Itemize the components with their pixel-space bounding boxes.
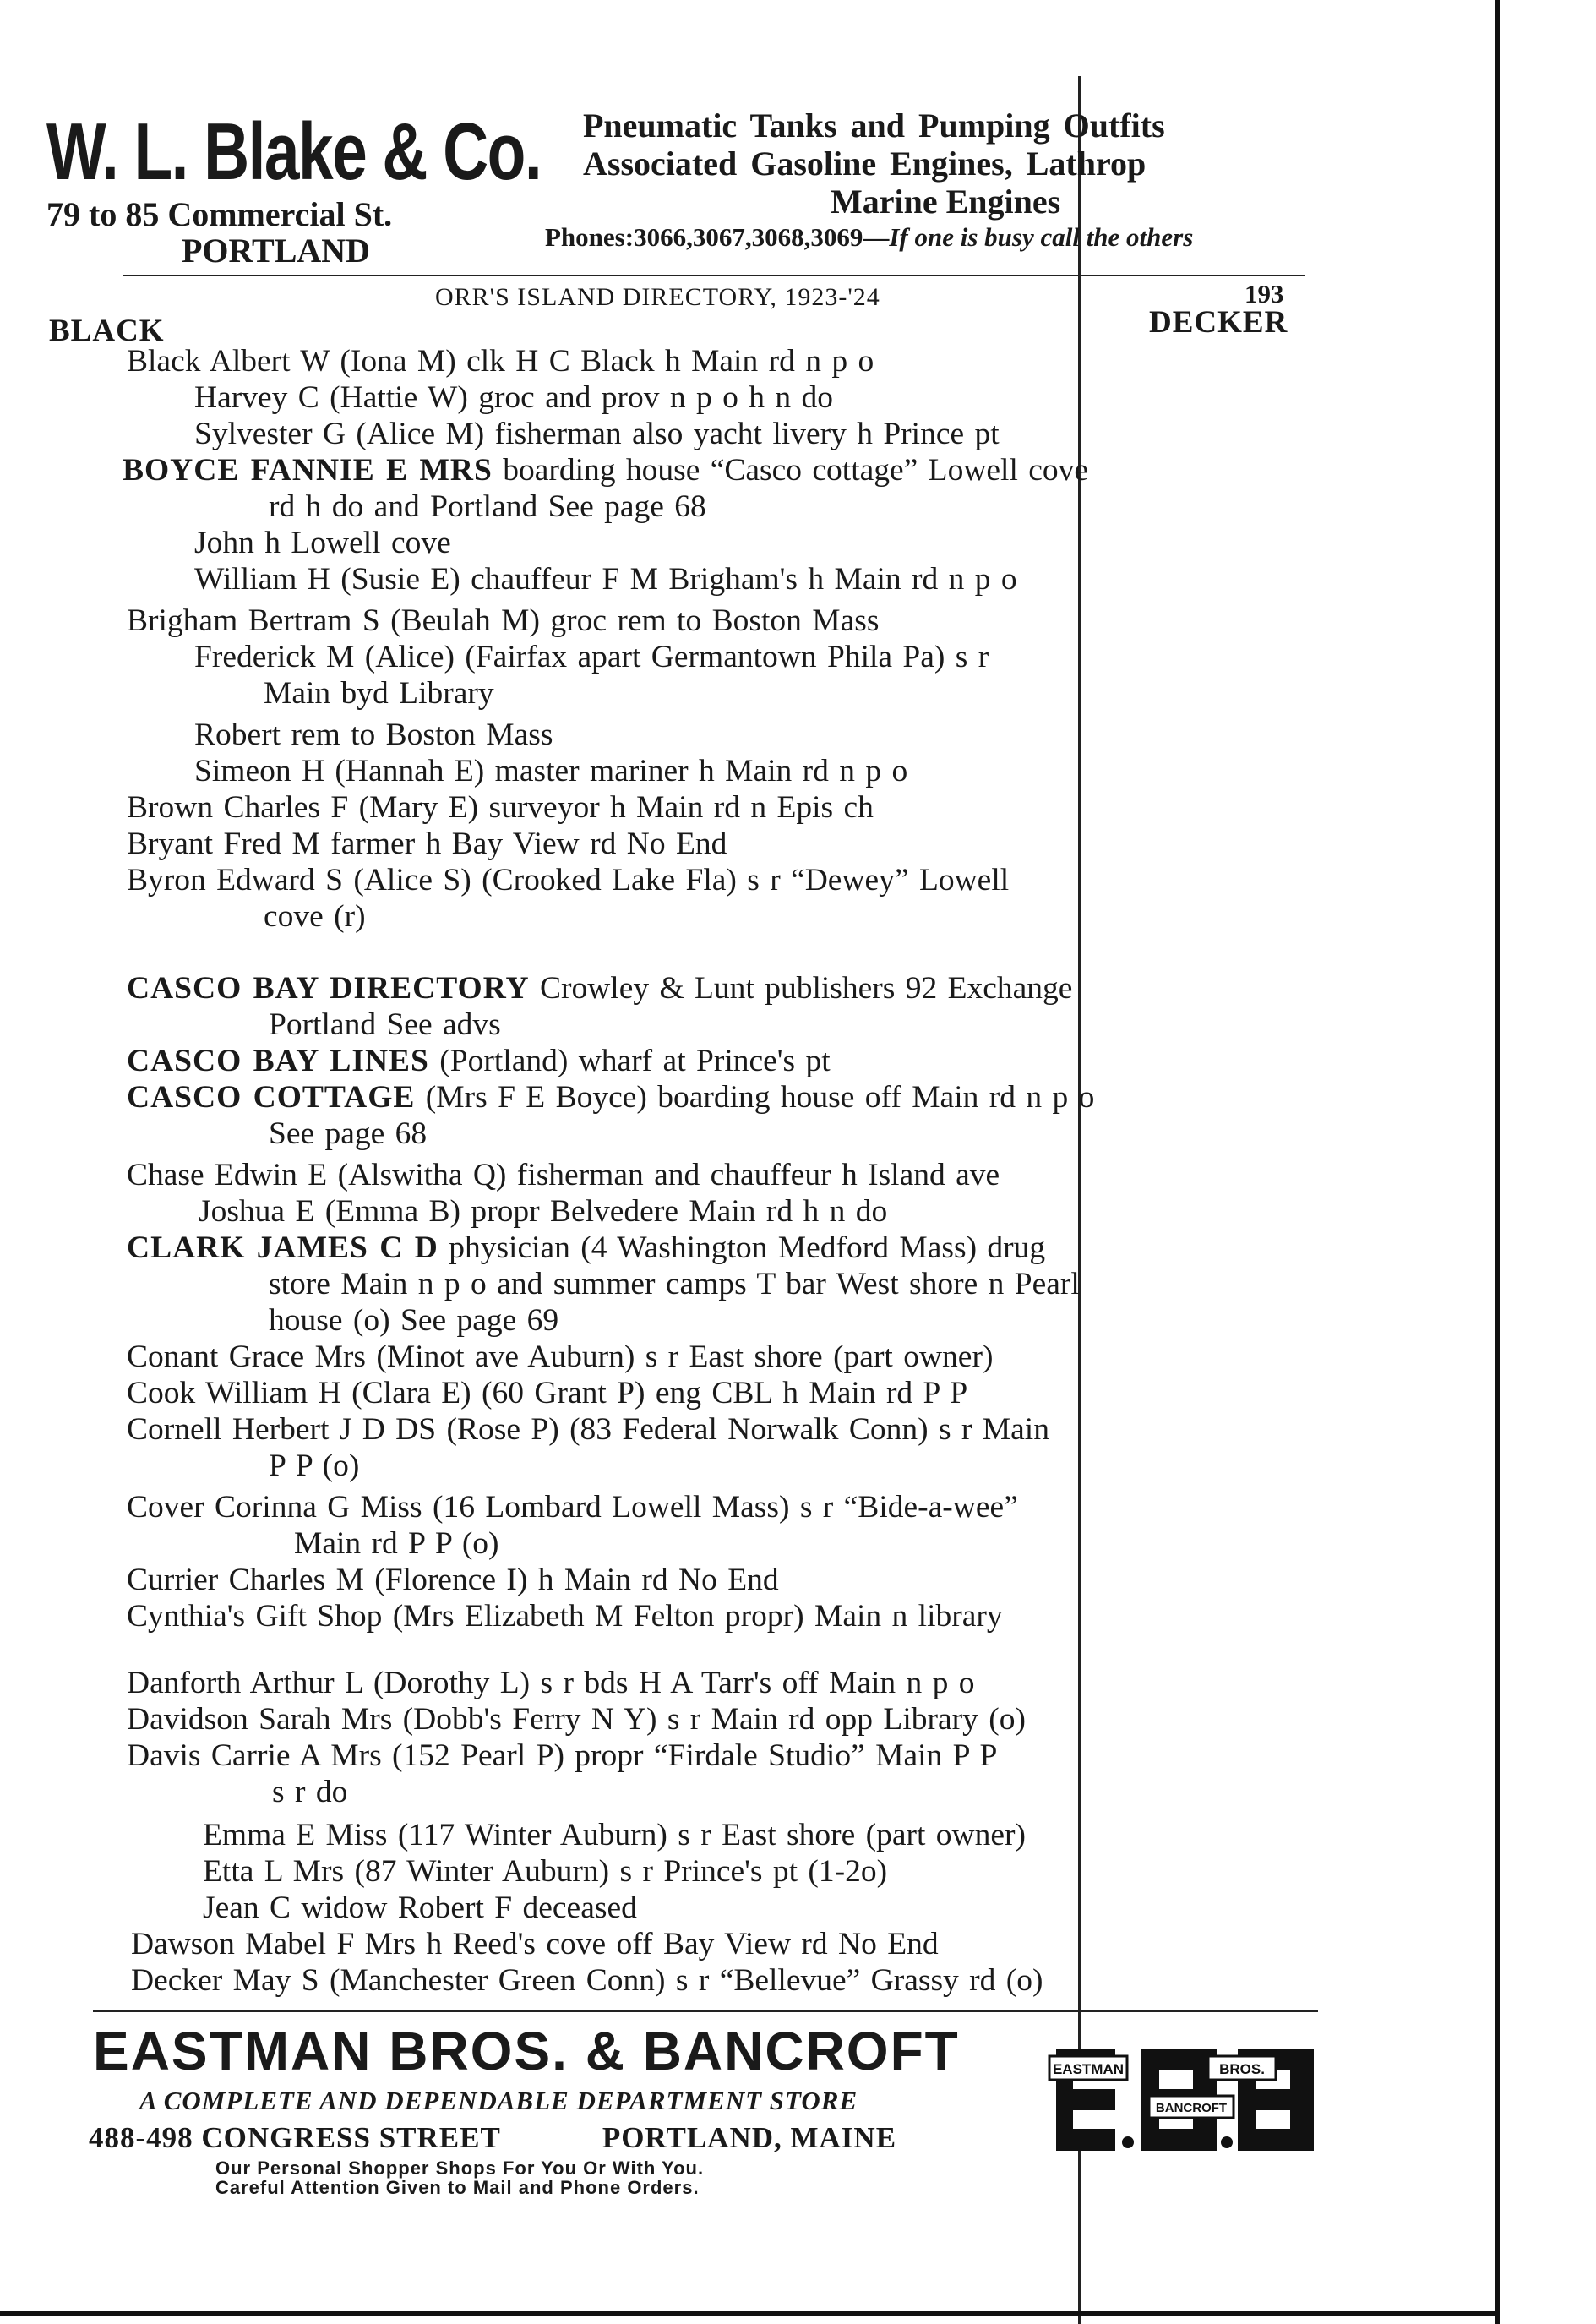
entry-line: Byron Edward S (Alice S) (Crooked Lake Fla) s r “Dewey” Lowell: [127, 863, 1010, 897]
entry-line: Etta L Mrs (87 Winter Auburn) s r Prince's pt (1-2o): [203, 1854, 888, 1889]
ad-street-address: 79 to 85 Commercial St.: [46, 195, 393, 233]
entry-line: Davidson Sarah Mrs (Dobb's Ferry N Y) s r Main rd opp Library (o): [127, 1702, 1026, 1737]
entry-line: house (o) See page 69: [269, 1303, 559, 1338]
guide-word-left: BLACK: [49, 314, 165, 348]
ad-phone-note: If one is busy call the others: [889, 222, 1194, 252]
entry-line: Main rd P P (o): [294, 1526, 499, 1561]
ad-store-address: 488-498 CONGRESS STREET PORTLAND, MAINE: [89, 2121, 897, 2154]
entry-line: Black Albert W (Iona M) clk H C Black h Main rd n p o: [127, 344, 874, 379]
logo-label-1: EASTMAN: [1052, 2061, 1125, 2077]
entry-line: P P (o): [269, 1448, 360, 1483]
entry-line: John h Lowell cove: [194, 526, 451, 560]
ad-phone-numbers: Phones:3066,3067,3068,3069—: [545, 222, 890, 252]
entry-line: CASCO BAY LINES (Portland) wharf at Prince's pt: [127, 1044, 831, 1078]
entry-line: Brigham Bertram S (Beulah M) groc rem to Boston Mass: [127, 603, 880, 638]
entry-line: Decker May S (Manchester Green Conn) s r “Bellevue” Grassy rd (o): [131, 1963, 1043, 1998]
entry-line: Conant Grace Mrs (Minot ave Auburn) s r East shore (part owner): [127, 1339, 994, 1374]
entry-line: Bryant Fred M farmer h Bay View rd No End: [127, 826, 727, 861]
ad-product-line-1: Pneumatic Tanks and Pumping Outfits: [583, 106, 1165, 145]
entry-line: Currier Charles M (Florence I) h Main rd No End: [127, 1563, 779, 1597]
ad-city: PORTLAND: [182, 232, 371, 270]
entry-line: Portland See advs: [269, 1007, 501, 1042]
entry-line: Dawson Mabel F Mrs h Reed's cove off Bay View rd No End: [131, 1927, 939, 1961]
entry-line: Danforth Arthur L (Dorothy L) s r bds H A Tarr's off Main n p o: [127, 1666, 975, 1700]
entry-line: BOYCE FANNIE E MRS boarding house “Casco cottage” Lowell cove: [123, 453, 1089, 488]
page-number: 193: [1245, 279, 1284, 308]
entry-line: Robert rem to Boston Mass: [194, 717, 553, 752]
guide-word-right: DECKER: [1149, 305, 1288, 340]
entry-line: store Main n p o and summer camps T bar West shore n Pearl: [269, 1267, 1080, 1301]
eastman-bros-logo: [1048, 2032, 1318, 2159]
entry-line: rd h do and Portland See page 68: [269, 489, 706, 524]
entry-line: Chase Edwin E (Alswitha Q) fisherman and chauffeur h Island ave: [127, 1158, 1000, 1192]
entry-line: Cynthia's Gift Shop (Mrs Elizabeth M Felton propr) Main n library: [127, 1599, 1003, 1634]
entry-line: Emma E Miss (117 Winter Auburn) s r East shore (part owner): [203, 1818, 1026, 1852]
entry-line: CLARK JAMES C D physician (4 Washington Medford Mass) drug: [127, 1230, 1046, 1265]
bottom-rule: [93, 2010, 1318, 2012]
entry-line: Cook William H (Clara E) (60 Grant P) eng CBL h Main rd P P: [127, 1376, 968, 1410]
entry-line: See page 68: [269, 1116, 428, 1151]
ad-store-name: EASTMAN BROS. & BANCROFT: [93, 2021, 960, 2081]
entry-line: William H (Susie E) chauffeur F M Brigham's h Main rd n p o: [194, 562, 1017, 597]
entry-line: Jean C widow Robert F deceased: [203, 1890, 637, 1925]
entry-line: Sylvester G (Alice M) fisherman also yacht livery h Prince pt: [194, 417, 1000, 451]
entry-line: Cornell Herbert J D DS (Rose P) (83 Federal Norwalk Conn) s r Main: [127, 1412, 1049, 1447]
entry-line: Davis Carrie A Mrs (152 Pearl P) propr “Firdale Studio” Main P P: [127, 1738, 998, 1773]
ad-brand-name: W. L. Blake & Co.: [46, 106, 542, 197]
page-edge-right: [1495, 0, 1500, 2324]
ad-store-tagline: A COMPLETE AND DEPENDABLE DEPARTMENT STORE: [139, 2086, 858, 2115]
entry-line: Simeon H (Hannah E) master mariner h Main rd n p o: [194, 754, 908, 788]
logo-label-2: BROS.: [1219, 2061, 1265, 2077]
entry-line: Joshua E (Emma B) propr Belvedere Main rd h n do: [199, 1194, 888, 1229]
running-header: ORR'S ISLAND DIRECTORY, 1923-'24: [435, 283, 880, 311]
entry-line: s r do: [272, 1775, 348, 1809]
ad-shopper-line-1: Our Personal Shopper Shops For You Or With You.: [215, 2158, 705, 2179]
entry-line: Harvey C (Hattie W) groc and prov n p o h n do: [194, 380, 833, 415]
entry-line: Frederick M (Alice) (Fairfax apart Germantown Phila Pa) s r: [194, 640, 989, 674]
ad-product-line-3: Marine Engines: [831, 183, 1061, 221]
entry-line: CASCO COTTAGE (Mrs F E Boyce) boarding house off Main rd n p o: [127, 1080, 1095, 1115]
entry-line: Brown Charles F (Mary E) surveyor h Main rd n Epis ch: [127, 790, 874, 825]
entry-line: cove (r): [264, 899, 366, 934]
logo-label-3: BANCROFT: [1155, 2101, 1228, 2115]
ad-shopper-line-2: Careful Attention Given to Mail and Phone Orders.: [215, 2177, 700, 2198]
entry-line: Main byd Library: [264, 676, 494, 711]
entry-line: CASCO BAY DIRECTORY Crowley & Lunt publishers 92 Exchange: [127, 971, 1073, 1006]
page-edge-bottom: [0, 2311, 1500, 2316]
ad-product-line-2: Associated Gasoline Engines, Lathrop: [583, 145, 1147, 183]
entry-line: Cover Corinna G Miss (16 Lombard Lowell Mass) s r “Bide-a-wee”: [127, 1490, 1018, 1525]
